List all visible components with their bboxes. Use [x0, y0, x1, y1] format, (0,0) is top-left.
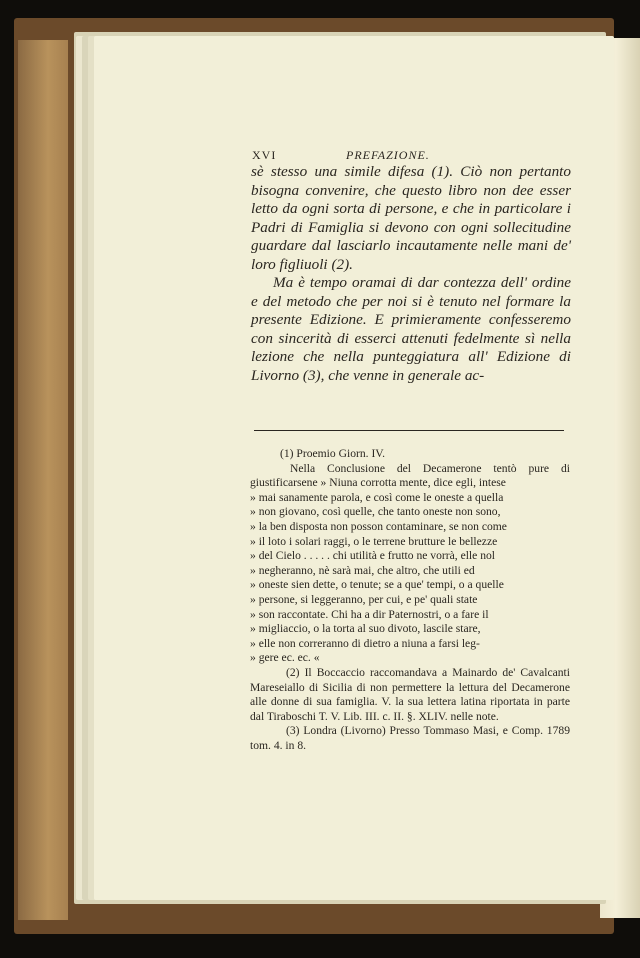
page-header [252, 148, 572, 163]
quote-line: » del Cielo . . . . . chi utilità e frutto ne vorrà, elle nol [250, 549, 496, 563]
quote-line: » elle non correranno di dietro a niuna a farsi leg- [250, 636, 480, 650]
quote-line: » il loto i solari raggi, o le terrene brutture le bellezze [250, 534, 498, 548]
footnotes [250, 447, 570, 753]
quote-line: » gere ec. ec. « [250, 651, 320, 665]
paragraph: Ma è tempo oramai di dar contezza dell' ordine e del metodo che per noi si è tenuto nel formare la presente Edizione. E primieramente confesseremo con sincerità di esserci attenuti fedelmente sì nella lezione che nella punteggiatura all' Edizione di Livorno (3), che venne in generale ac- [251, 274, 571, 384]
quote-line: » persone, si leggeranno, per cui, e pe' quali state [250, 592, 478, 606]
footnote-2: (2) Il Boccaccio raccomandava a Mainardo de' Cavalcanti Mareseiallo di Sicilia di non permettere la lettura del Decamerone alle donne di sua famiglia. V. la sua lettera latina riportata in parte dal Tiraboschi T. V. Lib. III. c. II. §. XLIV. nelle note. [250, 665, 570, 723]
quote-line: » mai sanamente parola, e così come le oneste a quella [250, 490, 504, 504]
quote-line: » negheranno, nè sarà mai, che altro, che utili ed [250, 563, 475, 577]
footnote-3: (3) Londra (Livorno) Presso Tommaso Masi, e Comp. 1789 tom. 4. in 8. [250, 724, 570, 752]
quote-line: » migliaccio, o la torta al suo divoto, lascile stare, [250, 622, 481, 636]
quote-line: » oneste sien dette, o tenute; se a que' tempi, o a quelle [250, 578, 504, 592]
quote-line: » la ben disposta non posson contaminare, se non come [250, 519, 507, 533]
paragraph: sè stesso una simile difesa (1). Ciò non pertanto bisogna convenire, che questo libro non dee esser letto da ogni sorta di persone, e che in particolare i Padri di Famiglia si devono con ogni sollecitudine guardare dal lasciarlo incautamente nelle mani de' loro figliuoli (2). [251, 163, 571, 273]
cover-edge [18, 40, 68, 920]
quote-line: » non giovano, così quelle, che tanto oneste non sono, [250, 505, 501, 519]
main-text [251, 163, 571, 385]
running-title: PREFAZIONE. [346, 148, 430, 162]
quote-line: » son raccontate. Chi ha a dir Paternostri, o a fare il [250, 607, 489, 621]
footnote-1-intro: Nella Conclusione del Decamerone tentò pure di giustificarsene » Niuna corrotta mente, dice egli, intese [250, 461, 570, 490]
footnote-rule [254, 430, 564, 431]
page-number: XVI [252, 148, 277, 162]
footnote-1-ref: (1) Proemio Giorn. IV. [280, 447, 386, 460]
